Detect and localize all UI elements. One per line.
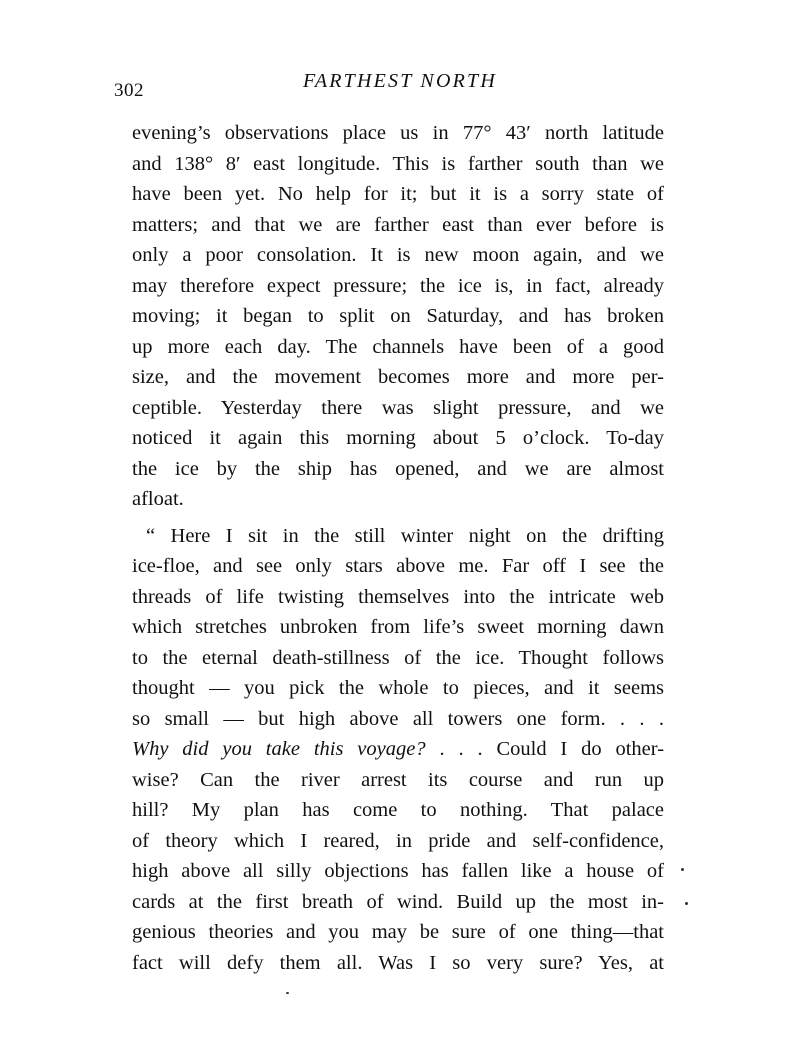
running-title: FARTHEST NORTH [303,70,497,92]
text-line: noticed it again this morning about 5 o’clock. To-day [132,427,664,449]
ink-speck [685,902,688,905]
text-line-mixed [132,734,664,765]
text-line: to the eternal death-stillness of the ice. Thought follows [132,646,664,669]
text-line: genious theories and you may be sure of one thing—that [132,921,664,943]
text-line: moving; it began to split on Saturday, and has broken [132,305,664,327]
text-line: so small — but high above all towers one form. . . . [132,707,664,730]
text-line: threads of life twisting themselves into the intricate web [132,585,664,608]
text-line: which stretches unbroken from life’s sweet morning dawn [132,616,664,638]
text-line: may therefore expect pressure; the ice is, in fact, already [132,274,664,297]
text-line: wise? Can the river arrest its course and run up [132,768,664,791]
italic-question: Why did you take this voyage? [132,738,426,760]
text-line: up more each day. The channels have been of a good [132,335,664,358]
text-line: evening’s observations place us in 77° 43′ north latitude [132,122,664,144]
text-line: and 138° 8′ east longitude. This is farther south than we [132,152,664,175]
text-line: fact will defy them all. Was I so very sure? Yes, at [132,951,664,974]
text-line: ice-floe, and see only stars above me. Far off I see the [132,555,664,577]
page-number: 302 [114,80,144,101]
ink-speck [286,992,289,994]
text-line: thought — you pick the whole to pieces, and it seems [132,677,664,699]
body-text [132,118,664,978]
text-line: the ice by the ship has opened, and we are almost [132,457,664,480]
text-line: size, and the movement becomes more and more per- [132,366,664,388]
text-line: ceptible. Yesterday there was slight pressure, and we [132,396,664,419]
text-line: of theory which I reared, in pride and self-confidence, [132,829,664,852]
text-line-rest: . . . Could I do other- [439,738,665,760]
text-line: “ Here I sit in the still winter night on the drifting [146,524,664,547]
paragraph-2 [132,521,664,979]
text-line: high above all silly objections has fallen like a house of [132,860,664,882]
text-line: have been yet. No help for it; but it is a sorry state of [132,183,664,205]
text-line: afloat. [132,488,184,510]
text-line: only a poor consolation. It is new moon again, and we [132,244,664,266]
ink-speck [681,868,684,871]
text-line: cards at the first breath of wind. Build up the most in- [132,890,664,913]
text-line: hill? My plan has come to nothing. That palace [132,799,664,821]
text-line: matters; and that we are farther east than ever before is [132,213,664,236]
paragraph-1 [132,118,664,515]
